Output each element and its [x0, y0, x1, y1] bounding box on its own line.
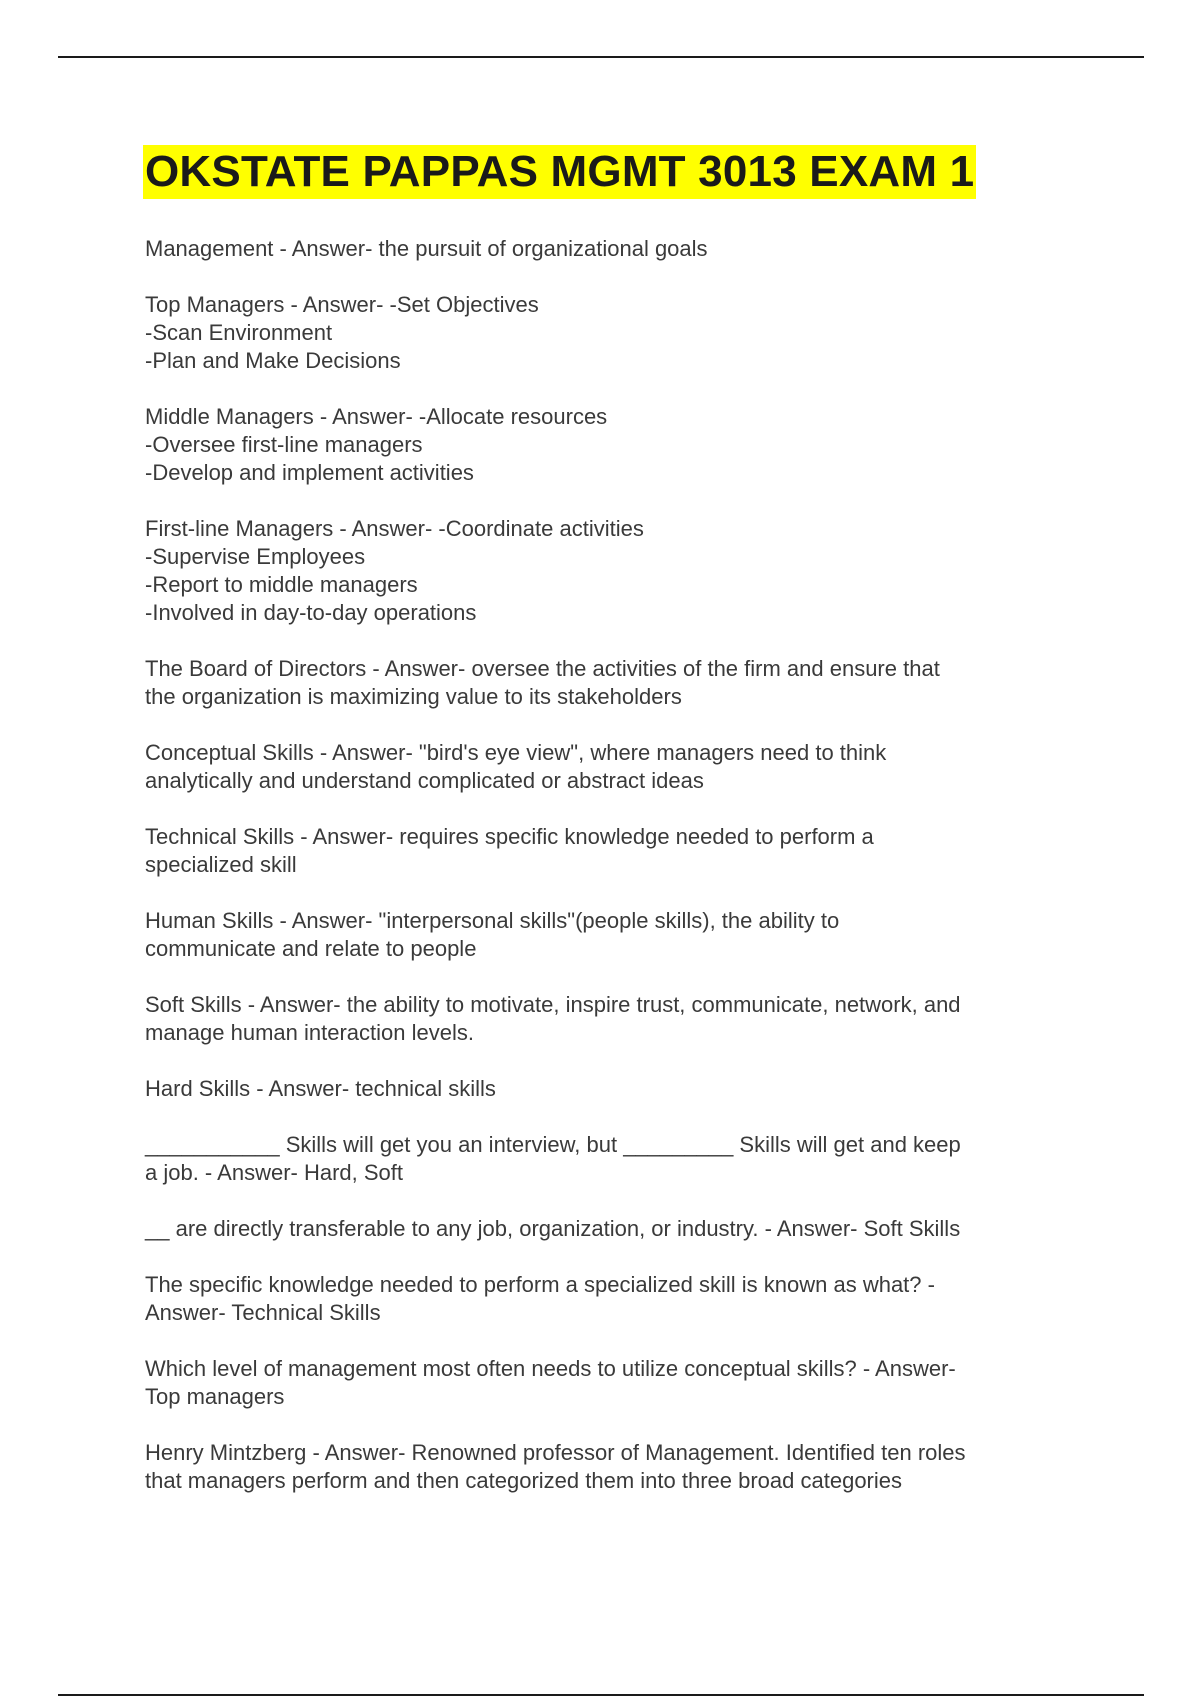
qa-line: First-line Managers - Answer- -Coordinate activities: [145, 516, 644, 541]
qa-entry: [145, 515, 1055, 627]
qa-line: Top managers: [145, 1384, 285, 1409]
qa-line: Hard Skills - Answer- technical skills: [145, 1076, 496, 1101]
qa-entry: [145, 235, 1055, 263]
qa-entry: [145, 1271, 1055, 1327]
qa-line: Which level of management most often needs to utilize conceptual skills? - Answer-: [145, 1356, 956, 1381]
qa-line: analytically and understand complicated or abstract ideas: [145, 768, 704, 793]
qa-line: specialized skill: [145, 852, 297, 877]
qa-line: a job. - Answer- Hard, Soft: [145, 1160, 403, 1185]
qa-line: __ are directly transferable to any job, organization, or industry. - Answer- Soft Skills: [145, 1216, 961, 1241]
qa-line: -Oversee first-line managers: [145, 432, 423, 457]
qa-line: ___________ Skills will get you an interview, but _________ Skills will get and keep: [145, 1132, 961, 1157]
qa-entry: [145, 403, 1055, 487]
document-body: [145, 145, 1055, 1523]
qa-entry: [145, 655, 1055, 711]
qa-entry: [145, 1215, 1055, 1243]
qa-line: that managers perform and then categorized them into three broad categories: [145, 1468, 903, 1493]
qa-line: Technical Skills - Answer- requires specific knowledge needed to perform a: [145, 824, 874, 849]
qa-line: Middle Managers - Answer- -Allocate resources: [145, 404, 608, 429]
qa-line: the organization is maximizing value to its stakeholders: [145, 684, 682, 709]
qa-line: manage human interaction levels.: [145, 1020, 474, 1045]
qa-line: -Supervise Employees: [145, 544, 366, 569]
qa-line: The specific knowledge needed to perform a specialized skill is known as what? -: [145, 1272, 935, 1297]
qa-line: -Scan Environment: [145, 320, 333, 345]
qa-line: Human Skills - Answer- "interpersonal skills"(people skills), the ability to: [145, 908, 840, 933]
document-title: OKSTATE PAPPAS MGMT 3013 EXAM 1: [143, 145, 976, 199]
qa-entry: [145, 291, 1055, 375]
qa-line: -Involved in day-to-day operations: [145, 600, 477, 625]
qa-line: -Plan and Make Decisions: [145, 348, 401, 373]
qa-line: Conceptual Skills - Answer- "bird's eye view", where managers need to think: [145, 740, 887, 765]
qa-entry: [145, 823, 1055, 879]
qa-line: communicate and relate to people: [145, 936, 477, 961]
qa-entry: [145, 907, 1055, 963]
footer-rule: [58, 1694, 1144, 1696]
qa-entry: [145, 1439, 1055, 1495]
qa-entry: [145, 739, 1055, 795]
qa-entry: [145, 991, 1055, 1047]
qa-entry: [145, 1075, 1055, 1103]
qa-line: -Report to middle managers: [145, 572, 418, 597]
qa-entry: [145, 1355, 1055, 1411]
qa-entry: [145, 1131, 1055, 1187]
header-rule: [58, 56, 1144, 58]
qa-line: Soft Skills - Answer- the ability to motivate, inspire trust, communicate, network, and: [145, 992, 961, 1017]
qa-line: The Board of Directors - Answer- oversee the activities of the firm and ensure that: [145, 656, 940, 681]
qa-line: -Develop and implement activities: [145, 460, 474, 485]
qa-line: Henry Mintzberg - Answer- Renowned professor of Management. Identified ten roles: [145, 1440, 966, 1465]
qa-line: Management - Answer- the pursuit of organizational goals: [145, 236, 708, 261]
qa-list: [145, 235, 1055, 1495]
qa-line: Answer- Technical Skills: [145, 1300, 381, 1325]
qa-line: Top Managers - Answer- -Set Objectives: [145, 292, 539, 317]
